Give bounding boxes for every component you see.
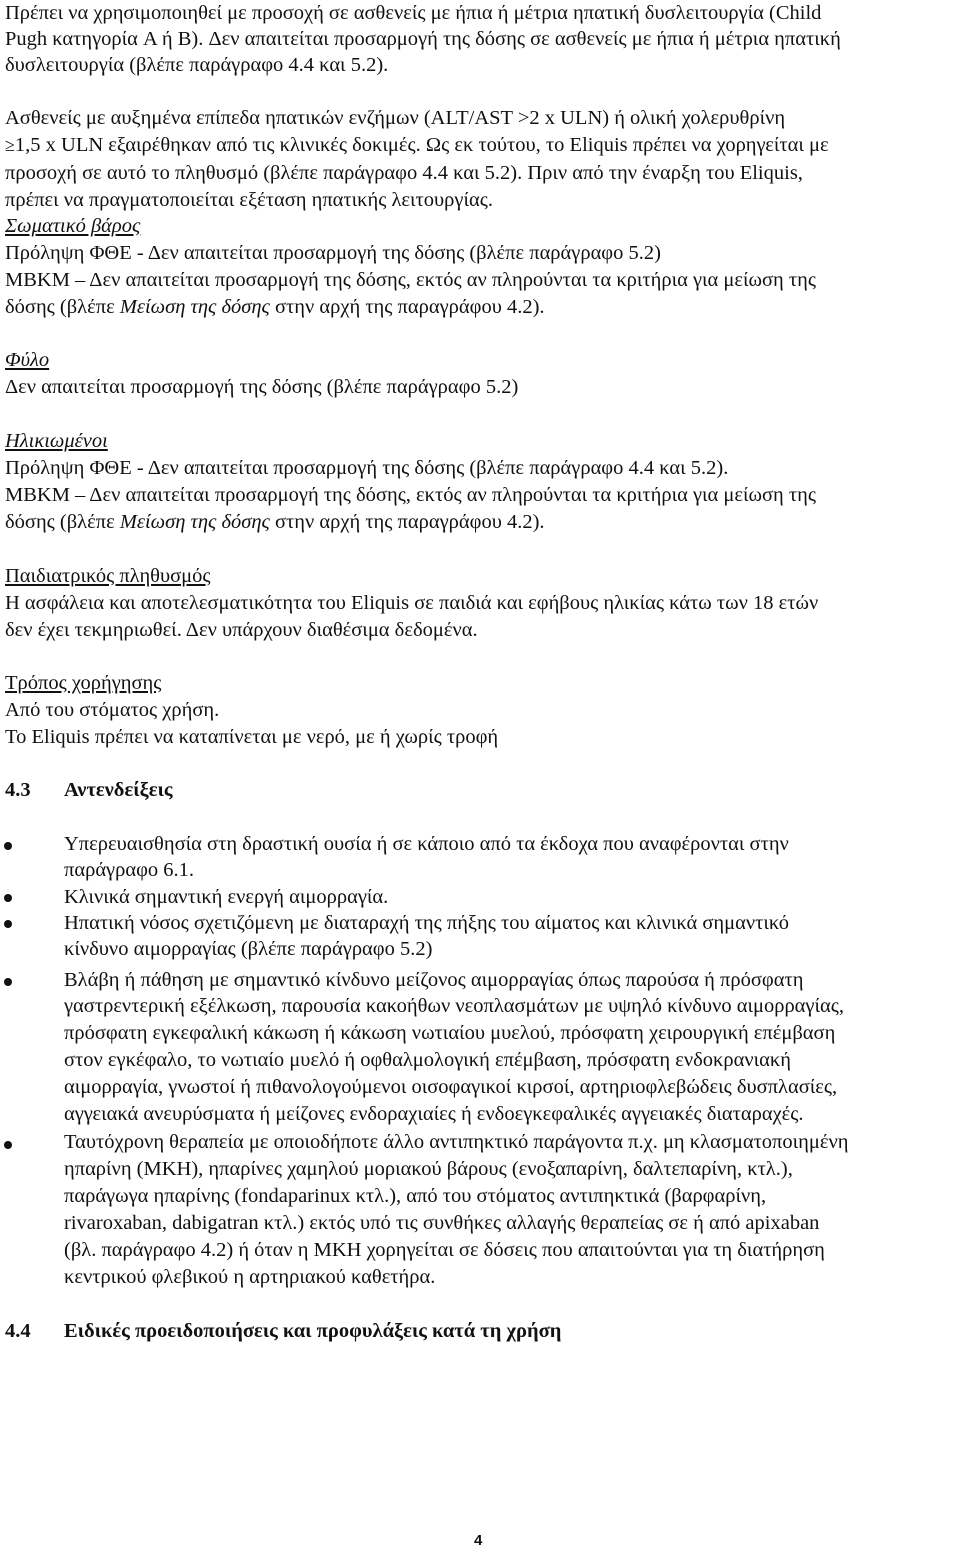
intro-line-1: Πρέπει να χρησιμοποιηθεί με προσοχή σε ασθενείς με ήπια ή μέτρια ηπατική δυσλειτουργία (Child bbox=[5, 2, 822, 24]
list-item: κίνδυνο αιμορραγίας (βλέπε παράγραφο 5.2) bbox=[64, 938, 433, 960]
list-item: πρόσφατη εγκεφαλική κάκωση ή κάκωση νωτιαίου μυελού, πρόσφατη χειρουργική επέμβαση bbox=[64, 1022, 836, 1044]
bullet-icon bbox=[4, 894, 12, 902]
bullet-icon bbox=[4, 978, 12, 986]
body-weight-line-3: δόσης (βλέπε Μείωση της δόσης στην αρχή της παραγράφου 4.2). bbox=[5, 296, 545, 318]
administration-heading: Τρόπος χορήγησης bbox=[5, 672, 162, 694]
pediatric-heading: Παιδιατρικός πληθυσμός bbox=[5, 565, 211, 587]
elderly-line-3: δόσης (βλέπε Μείωση της δόσης στην αρχή της παραγράφου 4.2). bbox=[5, 511, 545, 533]
section-4-4-title: Ειδικές προειδοποιήσεις και προφυλάξεις κατά τη χρήση bbox=[64, 1320, 562, 1342]
enzymes-line-1: Ασθενείς με αυξημένα επίπεδα ηπατικών ενζήμων (ALT/AST >2 x ULN) ή ολική χολερυθρίνη bbox=[5, 107, 786, 129]
bullet-icon bbox=[4, 920, 12, 928]
gender-line-1: Δεν απαιτείται προσαρμογή της δόσης (βλέπε παράγραφο 5.2) bbox=[5, 376, 519, 398]
enzymes-line-3: προσοχή σε αυτό το πληθυσμό (βλέπε παράγραφο 4.4 και 5.2). Πριν από την έναρξη του Eliquis, bbox=[5, 162, 803, 184]
section-4-3-title: Αντενδείξεις bbox=[64, 779, 173, 801]
enzymes-line-2: ≥1,5 x ULN εξαιρέθηκαν από τις κλινικές δοκιμές. Ως εκ τούτου, το Eliquis πρέπει να χορηγείται με bbox=[5, 134, 829, 156]
elderly-line-1: Πρόληψη ΦΘΕ - Δεν απαιτείται προσαρμογή της δόσης (βλέπε παράγραφο 4.4 και 5.2). bbox=[5, 457, 729, 479]
pediatric-line-1: Η ασφάλεια και αποτελεσματικότητα του Eliquis σε παιδιά και εφήβους ηλικίας κάτω των 18 ετών bbox=[5, 592, 819, 614]
administration-line-1: Από του στόματος χρήση. bbox=[5, 699, 220, 721]
list-item: Κλινικά σημαντική ενεργή αιμορραγία. bbox=[64, 886, 389, 908]
section-4-3-number: 4.3 bbox=[5, 779, 31, 801]
greater-equal-symbol: ≥ bbox=[5, 135, 15, 155]
intro-line-2: Pugh κατηγορία A ή B). Δεν απαιτείται προσαρμογή της δόσης σε ασθενείς με ήπια ή μέτρια ηπατική bbox=[5, 28, 841, 50]
list-item: Ηπατική νόσος σχετιζόμενη με διαταραχή της πήξης του αίματος και κλινικά σημαντικό bbox=[64, 912, 790, 934]
list-item: ηπαρίνη (ΜΚΗ), ηπαρίνες χαμηλού μοριακού βάρους (ενοξαπαρίνη, δαλτεπαρίνη, κτλ.), bbox=[64, 1158, 793, 1180]
list-item: Υπερευαισθησία στη δραστική ουσία ή σε κάποιο από τα έκδοχα που αναφέρονται στην bbox=[64, 833, 789, 855]
body-weight-heading: Σωματικό βάρος bbox=[5, 215, 141, 237]
section-4-4-number: 4.4 bbox=[5, 1320, 31, 1342]
list-item: γαστρεντερική εξέλκωση, παρουσία κακοήθων νεοπλασμάτων με υψηλό κίνδυνο αιμορραγίας, bbox=[64, 995, 844, 1017]
list-item: παράγωγα ηπαρίνης (fondaparinux κτλ.), από του στόματος αντιπηκτικά (βαρφαρίνη, bbox=[64, 1185, 767, 1207]
list-item: αγγειακά ανευρύσματα ή μείζονες ενδοραχιαίες ή ενδοεγκεφαλικές αγγειακές διαταραχές. bbox=[64, 1103, 804, 1125]
elderly-line-2: ΜΒΚΜ – Δεν απαιτείται προσαρμογή της δόσης, εκτός αν πληρούνται τα κριτήρια για μείωση της bbox=[5, 484, 816, 506]
administration-line-2: Το Eliquis πρέπει να καταπίνεται με νερό, με ή χωρίς τροφή bbox=[5, 726, 499, 748]
list-item: παράγραφο 6.1. bbox=[64, 859, 195, 881]
list-item: αιμορραγία, γνωστοί ή πιθανολογούμενοι οισοφαγικοί κιρσοί, αρτηριοφλεβώδεις δυσπλασίες, bbox=[64, 1076, 838, 1098]
list-item: στον εγκέφαλο, το νωτιαίο μυελό ή οφθαλμολογική επέμβαση, πρόσφατη ενδοκρανιακή bbox=[64, 1049, 791, 1071]
elderly-heading: Ηλικιωμένοι bbox=[5, 430, 108, 452]
gender-heading: Φύλο bbox=[5, 349, 50, 371]
body-weight-line-2: ΜΒΚΜ – Δεν απαιτείται προσαρμογή της δόσης, εκτός αν πληρούνται τα κριτήρια για μείωση της bbox=[5, 269, 816, 291]
pediatric-line-2: δεν έχει τεκμηριωθεί. Δεν υπάρχουν διαθέσιμα δεδομένα. bbox=[5, 619, 478, 641]
list-item: κεντρικού φλεβικού η αρτηριακού καθετήρα. bbox=[64, 1266, 436, 1288]
list-item: rivaroxaban, dabigatran κτλ.) εκτός υπό τις συνθήκες αλλαγής θεραπείας σε ή από apixaban bbox=[64, 1212, 820, 1234]
enzymes-line-4: πρέπει να πραγματοποιείται εξέταση ηπατικής λειτουργίας. bbox=[5, 189, 493, 211]
bullet-icon bbox=[4, 842, 12, 850]
intro-line-3: δυσλειτουργία (βλέπε παράγραφο 4.4 και 5.2). bbox=[5, 54, 389, 76]
page-number: 4 bbox=[474, 1532, 483, 1549]
list-item: Ταυτόχρονη θεραπεία με οποιοδήποτε άλλο αντιπηκτικό παράγοντα π.χ. μη κλασματοποιημένη bbox=[64, 1131, 849, 1153]
bullet-icon bbox=[4, 1141, 12, 1149]
list-item: Βλάβη ή πάθηση με σημαντικό κίνδυνο μείζονος αιμορραγίας όπως παρούσα ή πρόσφατη bbox=[64, 969, 804, 991]
list-item: (βλ. παράγραφο 4.2) ή όταν η ΜΚΗ χορηγείται σε δόσεις που απαιτούνται για τη διατήρηση bbox=[64, 1239, 825, 1261]
body-weight-line-1: Πρόληψη ΦΘΕ - Δεν απαιτείται προσαρμογή της δόσης (βλέπε παράγραφο 5.2) bbox=[5, 242, 661, 264]
